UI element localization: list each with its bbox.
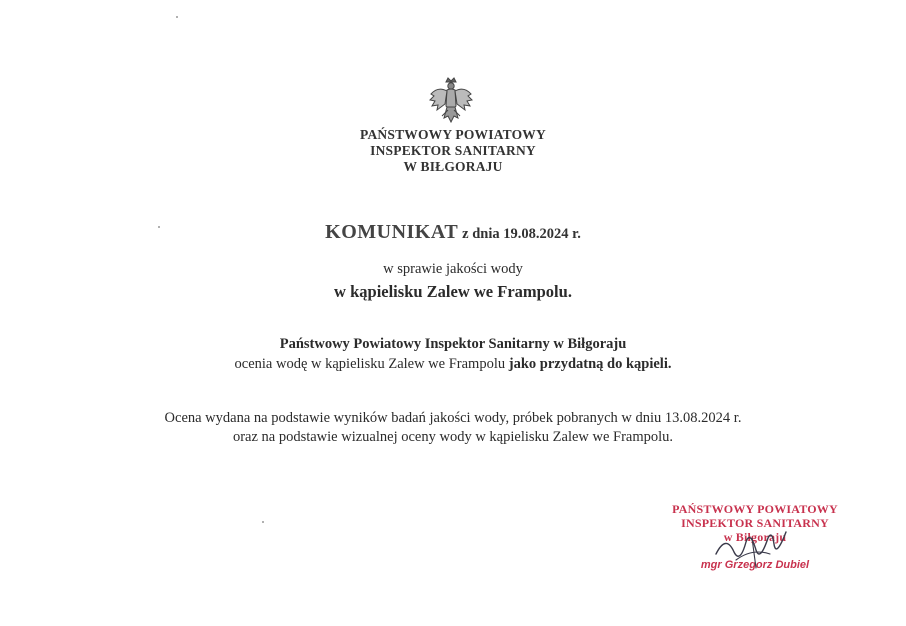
stamp-line-3: w Biłgoraju bbox=[723, 530, 787, 544]
title-main: KOMUNIKAT bbox=[325, 221, 459, 243]
stamp-signatory-name: mgr Grzegorz Dubiel bbox=[700, 559, 810, 571]
scan-speck bbox=[262, 521, 264, 523]
document-title bbox=[0, 221, 906, 244]
assessment-statement bbox=[0, 356, 906, 373]
assessment-verdict: jako przydatną do kąpieli. bbox=[508, 356, 672, 372]
basis-line-2: oraz na podstawie wizualnej oceny wody w kąpielisku Zalew we Frampolu. bbox=[232, 429, 674, 445]
stamp-line-1: PAŃSTWOWY POWIATOWY bbox=[672, 502, 838, 516]
scan-speck bbox=[158, 226, 160, 228]
subject-line-1: w sprawie jakości wody bbox=[383, 261, 523, 277]
office-name-line-1: PAŃSTWOWY POWIATOWY bbox=[360, 127, 546, 142]
title-date: z dnia 19.08.2024 r. bbox=[462, 226, 581, 242]
polish-eagle-emblem-icon bbox=[428, 76, 474, 128]
handwritten-signature-icon bbox=[712, 524, 792, 572]
subject-line-2: w kąpielisku Zalew we Frampolu. bbox=[334, 282, 572, 301]
assessment-text: ocenia wodę w kąpielisku Zalew we Frampolu bbox=[234, 356, 506, 372]
basis-line-1: Ocena wydana na podstawie wyników badań jakości wody, próbek pobranych w dniu 13.08.2024 r. bbox=[164, 410, 742, 426]
office-name-line-2: INSPEKTOR SANITARNY bbox=[370, 143, 536, 158]
stamp-line-2: INSPEKTOR SANITARNY bbox=[681, 516, 829, 530]
office-name-line-3: W BIŁGORAJU bbox=[403, 159, 503, 174]
scan-speck bbox=[176, 16, 178, 18]
assessment-authority: Państwowy Powiatowy Inspektor Sanitarny w Biłgoraju bbox=[279, 336, 627, 352]
